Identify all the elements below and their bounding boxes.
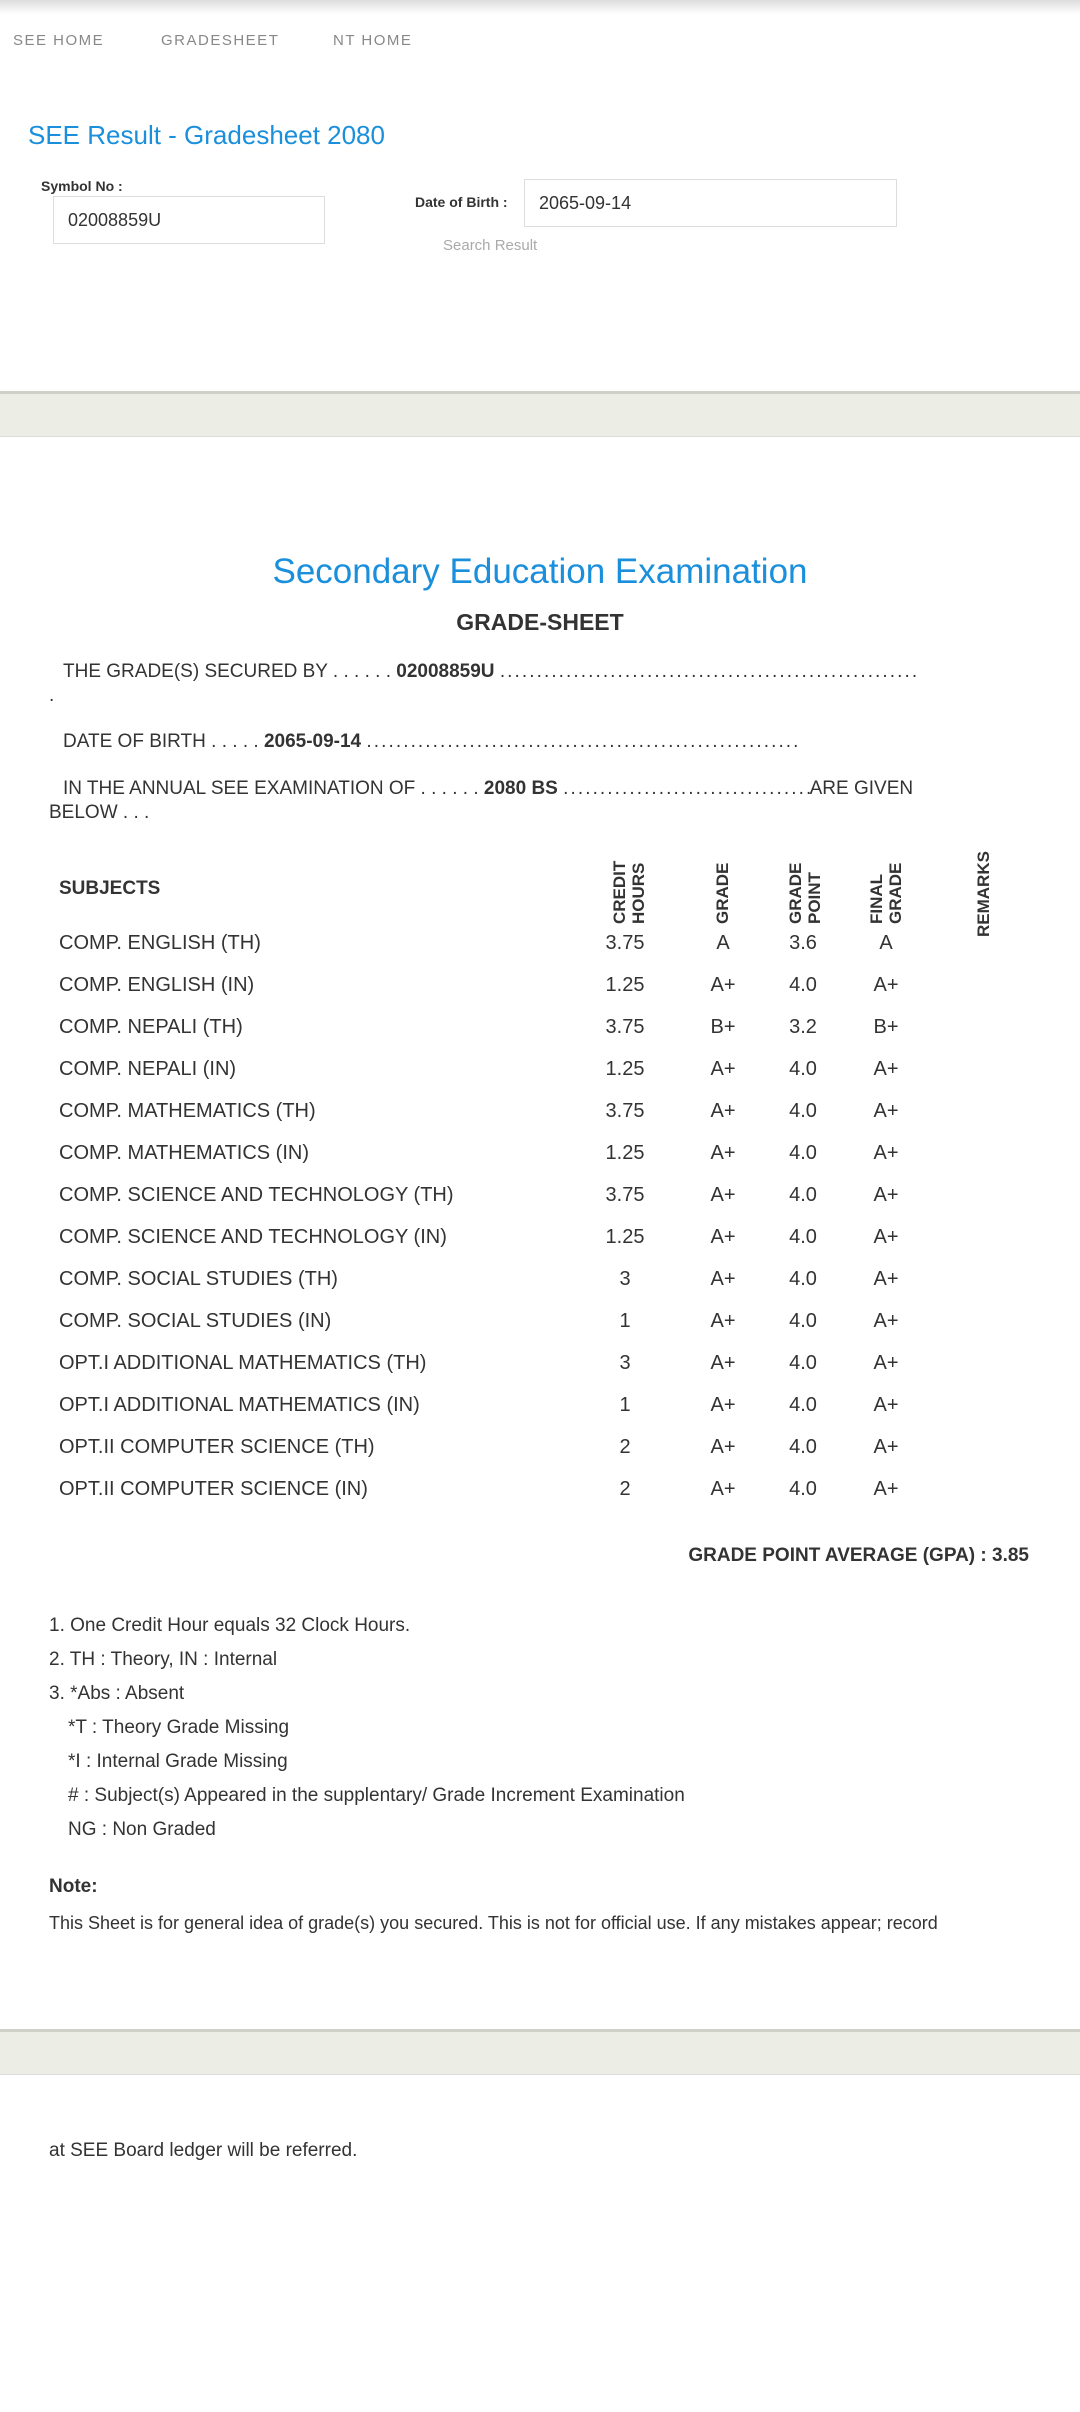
cell-final: A+ (873, 1058, 899, 1080)
exam-line (63, 777, 913, 801)
cell-grade: A+ (710, 1394, 736, 1416)
cell-subject: COMP. MATHEMATICS (TH) (59, 1100, 316, 1122)
exam-below: BELOW . . . (49, 802, 150, 823)
cell-final: A (879, 932, 893, 954)
exam-suffix: ARE GIVEN (809, 778, 914, 799)
cell-gp: 4.0 (789, 1436, 817, 1458)
note-item: *I : Internal Grade Missing (68, 1751, 288, 1772)
dots: . . . . . . . . . . . . . . . . . . . . . . . . . . . . . . . . . . . . . . . . . . . . . . . . . . . . . . . . . (499, 661, 916, 682)
cell-grade: A+ (710, 1352, 736, 1374)
cell-credit: 1.25 (605, 974, 645, 996)
cell-credit: 3.75 (605, 932, 645, 954)
cell-subject: COMP. SCIENCE AND TECHNOLOGY (TH) (59, 1184, 454, 1206)
page-title: SEE Result - Gradesheet 2080 (28, 120, 385, 150)
cell-final: A+ (873, 1142, 899, 1164)
header-grade-point: GRADE POINT (786, 862, 824, 924)
nav-gradesheet[interactable]: GRADESHEET (161, 32, 280, 49)
cell-final: A+ (873, 1436, 899, 1458)
cell-final: A+ (873, 1394, 899, 1416)
cell-final: B+ (873, 1016, 899, 1038)
table-row (0, 1436, 1080, 1478)
cell-gp: 4.0 (789, 1352, 817, 1374)
cell-credit: 1.25 (605, 1058, 645, 1080)
secured-prefix: THE GRADE(S) SECURED BY . . . . . . (63, 661, 391, 682)
cell-gp: 3.2 (789, 1016, 817, 1038)
cell-grade: A+ (710, 1058, 736, 1080)
note-item: NG : Non Graded (68, 1819, 216, 1840)
header-credit-hours: CREDIT HOURS (610, 860, 648, 924)
cell-grade: A (716, 932, 730, 954)
note-item: 3. *Abs : Absent (49, 1683, 185, 1704)
cell-final: A+ (873, 1352, 899, 1374)
symbol-input[interactable]: 02008859U (53, 196, 325, 244)
divider-band (0, 2029, 1080, 2075)
cell-grade: A+ (710, 1100, 736, 1122)
cell-grade: A+ (710, 1310, 736, 1332)
cell-subject: OPT.II COMPUTER SCIENCE (IN) (59, 1478, 368, 1500)
cell-gp: 4.0 (789, 1142, 817, 1164)
cell-gp: 4.0 (789, 1394, 817, 1416)
cell-subject: COMP. SOCIAL STUDIES (IN) (59, 1310, 332, 1332)
cell-credit: 1.25 (605, 1226, 645, 1248)
cell-grade: A+ (710, 1142, 736, 1164)
table-row (0, 1226, 1080, 1268)
cell-grade: A+ (710, 1268, 736, 1290)
cell-credit: 1.25 (605, 1142, 645, 1164)
cell-grade: A+ (710, 1478, 736, 1500)
cell-final: A+ (873, 1184, 899, 1206)
note-label: Note: (49, 1876, 98, 1897)
cell-subject: COMP. NEPALI (IN) (59, 1058, 237, 1080)
table-row (0, 1478, 1080, 1520)
secured-value: 02008859U (396, 661, 495, 682)
sheet-subheading: GRADE-SHEET (456, 609, 624, 635)
symbol-label: Symbol No : (41, 178, 123, 194)
cell-gp: 3.6 (789, 932, 817, 954)
table-row (0, 1142, 1080, 1184)
cell-grade: B+ (710, 1016, 736, 1038)
header-subjects: SUBJECTS (59, 878, 161, 899)
cell-gp: 4.0 (789, 1478, 817, 1500)
dob-prefix: DATE OF BIRTH . . . . . (63, 731, 259, 752)
cell-credit: 3 (619, 1268, 631, 1290)
cell-gp: 4.0 (789, 1226, 817, 1248)
cell-subject: COMP. SCIENCE AND TECHNOLOGY (IN) (59, 1226, 447, 1248)
cell-credit: 3.75 (605, 1016, 645, 1038)
note-item: 1. One Credit Hour equals 32 Clock Hours. (49, 1615, 411, 1636)
cell-credit: 3 (619, 1352, 631, 1374)
table-row (0, 1394, 1080, 1436)
cell-credit: 1 (619, 1394, 631, 1416)
dots: . . . . . . . . . . . . . . . . . . . . . . . . . . . . . . . . . . . . . . . . . . . . . . . . . . . . . . . . . . . (366, 731, 797, 752)
cell-gp: 4.0 (789, 1058, 817, 1080)
cell-subject: COMP. MATHEMATICS (IN) (59, 1142, 309, 1164)
cell-grade: A+ (710, 1184, 736, 1206)
cell-subject: COMP. NEPALI (TH) (59, 1016, 243, 1038)
gpa: GRADE POINT AVERAGE (GPA) : 3.85 (688, 1545, 1029, 1566)
table-row (0, 1016, 1080, 1058)
dots: . . . . . . . . . . . . . . . . . . . . . . . . . . . . . . . . . . (563, 778, 810, 799)
cell-gp: 4.0 (789, 1268, 817, 1290)
note-item: # : Subject(s) Appeared in the supplentary/ Grade Increment Examination (68, 1785, 685, 1806)
cell-final: A+ (873, 1100, 899, 1122)
nav-see-home[interactable]: SEE HOME (13, 32, 105, 49)
cell-credit: 1 (619, 1310, 631, 1332)
cell-grade: A+ (710, 974, 736, 996)
cell-subject: COMP. SOCIAL STUDIES (TH) (59, 1268, 338, 1290)
cell-gp: 4.0 (789, 1310, 817, 1332)
top-shadow (0, 0, 1080, 14)
cell-subject: OPT.I ADDITIONAL MATHEMATICS (IN) (59, 1394, 420, 1416)
cell-final: A+ (873, 1268, 899, 1290)
secured-line (63, 660, 916, 684)
dob-label: Date of Birth : (415, 194, 508, 210)
table-row (0, 1310, 1080, 1352)
divider-band (0, 391, 1080, 437)
cell-final: A+ (873, 1226, 899, 1248)
table-row (0, 1352, 1080, 1394)
cell-credit: 2 (619, 1478, 631, 1500)
cell-subject: COMP. ENGLISH (IN) (59, 974, 255, 996)
header-grade: GRADE (713, 862, 732, 924)
table-row (0, 1100, 1080, 1142)
table-row (0, 1058, 1080, 1100)
header-final-grade: FINAL GRADE (867, 862, 905, 924)
table-row (0, 974, 1080, 1016)
dob-value: 2065-09-14 (263, 731, 362, 752)
cell-subject: COMP. ENGLISH (TH) (59, 932, 261, 954)
cell-final: A+ (873, 1310, 899, 1332)
cell-grade: A+ (710, 1436, 736, 1458)
header-remarks: REMARKS (974, 851, 993, 937)
note-item: 2. TH : Theory, IN : Internal (49, 1649, 278, 1670)
sheet-heading: Secondary Education Examination (272, 552, 808, 591)
cell-credit: 2 (619, 1436, 631, 1458)
cell-gp: 4.0 (789, 974, 817, 996)
cell-credit: 3.75 (605, 1184, 645, 1206)
table-row (0, 932, 1080, 974)
note-text: This Sheet is for general idea of grade(s) you secured. This is not for official use. If any mistakes appear; record (49, 1913, 938, 1933)
cell-final: A+ (873, 974, 899, 996)
note-item: *T : Theory Grade Missing (68, 1717, 290, 1738)
cell-subject: OPT.II COMPUTER SCIENCE (TH) (59, 1436, 375, 1458)
dob-line (63, 730, 797, 754)
exam-value: 2080 BS (483, 778, 558, 799)
secured-tail: . (49, 685, 55, 706)
dob-input[interactable]: 2065-09-14 (524, 179, 897, 227)
table-row (0, 1268, 1080, 1310)
exam-prefix: IN THE ANNUAL SEE EXAMINATION OF . . . . . . (63, 778, 479, 799)
cell-final: A+ (873, 1478, 899, 1500)
nav-nt-home[interactable]: NT HOME (333, 32, 413, 49)
search-result-button[interactable]: Search Result (443, 237, 538, 254)
cell-gp: 4.0 (789, 1184, 817, 1206)
cell-grade: A+ (710, 1226, 736, 1248)
cell-subject: OPT.I ADDITIONAL MATHEMATICS (TH) (59, 1352, 427, 1374)
cell-gp: 4.0 (789, 1100, 817, 1122)
note-text-continued: at SEE Board ledger will be referred. (49, 2140, 358, 2161)
table-row (0, 1184, 1080, 1226)
cell-credit: 3.75 (605, 1100, 645, 1122)
